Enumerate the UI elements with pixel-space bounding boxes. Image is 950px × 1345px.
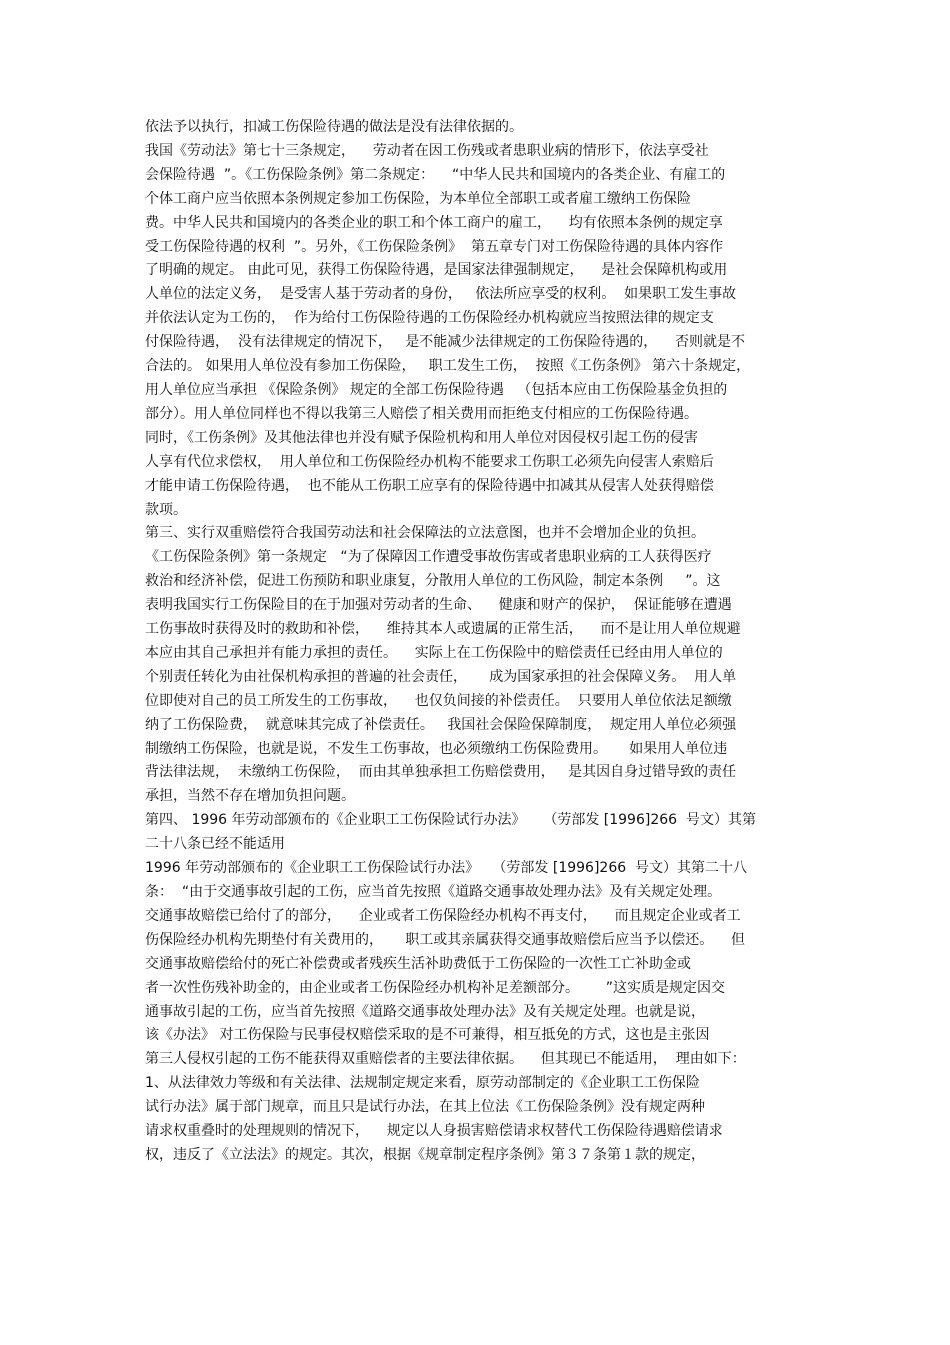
text-line: 同时，《工伤条例》及其他法律也并没有赋予保险机构和用人单位对因侵权引起工伤的侵害 bbox=[145, 429, 698, 446]
text-line: 人享有代位求偿权， 用人单位和工伤保险经办机构不能要求工伤职工必须先向侵害人索赔后 bbox=[145, 453, 714, 470]
text-line: 伤保险经办机构先期垫付有关费用的， 职工或其亲属获得交通事故赔偿后应当予以偿还。 但 bbox=[145, 931, 746, 948]
text-line: 位即使对自己的员工所发生的工伤事故， 也仅负间接的补偿责任。 只要用人单位依法足额缴 bbox=[145, 692, 732, 709]
text-line: 表明我国实行工伤保险目的在于加强对劳动者的生命、 健康和财产的保护， 保证能够在遭遇 bbox=[145, 597, 732, 614]
text-line: 部分）。用人单位同样也不得以我第三人赔偿了相关费用而拒绝支付相应的工伤保险待遇。 bbox=[145, 405, 698, 422]
text-line: 付保险待遇， 没有法律规定的情况下， 是不能减少法律规定的工伤保险待遇的， 否则就是不 bbox=[145, 334, 746, 351]
text-line: 受工伤保险待遇的权利 ”。另外，《工伤保险条例》 第五章专门对工伤保险待遇的具体内容作 bbox=[145, 238, 724, 255]
body-text bbox=[145, 116, 810, 1168]
text-line: 二十八条已经不能适用 bbox=[145, 836, 285, 853]
text-line: 纳了工伤保险费， 就意味其完成了补偿责任。 我国社会保险保障制度， 规定用人单位必须强 bbox=[145, 716, 737, 733]
text-line: 通事故引起的工伤，应当首先按照《道路交通事故处理办法》及有关规定处理。也就是说， bbox=[145, 1003, 705, 1020]
text-line: 1996 年劳动部颁布的《企业职工工伤保险试行办法》 （劳部发 [1996]266 号文）其第二十八 bbox=[145, 860, 748, 877]
text-line: 款项。 bbox=[145, 501, 187, 518]
text-line: 第四、 1996 年劳动部颁布的《企业职工工伤保险试行办法》 （劳部发 [1996]266 号文）其第 bbox=[145, 812, 756, 829]
text-line: 了明确的规定。 由此可见，获得工伤保险待遇，是国家法律强制规定， 是社会保障机构或用 bbox=[145, 262, 728, 279]
text-line: 请求权重叠时的处理规则的情况下， 规定以人身损害赔偿请求权替代工伤保险待遇赔偿请求 bbox=[145, 1123, 723, 1140]
text-line: 依法予以执行，扣减工伤保险待遇的做法是没有法律依据的。 bbox=[145, 119, 523, 135]
text-line: 会保险待遇 ”。《工伤保险条例》第二条规定： “中华人民共和国境内的各类企业、有雇工的 bbox=[145, 166, 726, 183]
text-line: 者一次性伤残补助金的，由企业或者工伤保险经办机构补足差额部分。 ”这实质是规定因交 bbox=[145, 979, 725, 996]
text-line: 我国《劳动法》第七十三条规定， 劳动者在因工伤残或者患职业病的情形下，依法享受社 bbox=[145, 142, 709, 159]
text-line: 本应由其自己承担并有能力承担的责任。 实际上在工伤保险中的赔偿责任已经由用人单位的 bbox=[145, 644, 723, 661]
text-line: 背法律法规， 未缴纳工伤保险， 而由其单独承担工伤赔偿费用， 是其因自身过错导致的责任 bbox=[145, 764, 737, 781]
text-line: 才能申请工伤保险待遇， 也不能从工伤职工应享有的保险待遇中扣减其从侵害人处获得赔偿 bbox=[145, 477, 714, 494]
text-line: 并依法认定为工伤的， 作为给付工伤保险待遇的工伤保险经办机构就应当按照法律的规定支 bbox=[145, 310, 714, 327]
text-line: 第三人侵权引起的工伤不能获得双重赔偿者的主要法律依据。 但其现已不能适用， 理由如下： bbox=[145, 1051, 746, 1068]
text-line: 救治和经济补偿，促进工伤预防和职业康复，分散用人单位的工伤风险，制定本条例 ”。这 bbox=[145, 573, 721, 590]
text-line: 个别责任转化为由社保机构承担的普遍的社会责任， 成为国家承担的社会保障义务。 用人单 bbox=[145, 668, 737, 685]
text-line: 交通事故赔偿给付的死亡补偿费或者残疾生活补助费低于工伤保险的一次性工亡补助金或 bbox=[145, 955, 691, 972]
text-line: 费。中华人民共和国境内的各类企业的职工和个体工商户的雇工， 均有依照本条例的规定享 bbox=[145, 214, 723, 231]
text-line: 《工伤保险条例》第一条规定 “为了保障因工作遭受事故伤害或者患职业病的工人获得医疗 bbox=[145, 549, 712, 566]
text-line: 个体工商户应当依照本条例规定参加工伤保险，为本单位全部职工或者雇工缴纳工伤保险 bbox=[145, 190, 691, 207]
text-line: 权，违反了《立法法》的规定。其次，根据《规章制定程序条例》第３７条第１款的规定， bbox=[145, 1146, 705, 1163]
text-line: 合法的。 如果用人单位没有参加工伤保险， 职工发生工伤， 按照《工伤条例》 第六十条规定， bbox=[145, 358, 751, 375]
text-line: 交通事故赔偿已给付了的部分， 企业或者工伤保险经办机构不再支付， 而且规定企业或者工 bbox=[145, 907, 741, 924]
text-line: 1、从法律效力等级和有关法律、法规制定规定来看，原劳动部制定的《企业职工工伤保险 bbox=[145, 1075, 700, 1092]
text-line: 承担，当然不存在增加负担问题。 bbox=[145, 788, 355, 805]
text-line: 条： “由于交通事故引起的工伤，应当首先按照《道路交通事故处理办法》及有关规定处理。 bbox=[145, 884, 722, 900]
text-line: 第三、实行双重赔偿符合我国劳动法和社会保障法的立法意图，也并不会增加企业的负担。 bbox=[145, 525, 705, 542]
text-line: 该《办法》 对工伤保险与民事侵权赔偿采取的是不可兼得，相互抵免的方式，这也是主张因 bbox=[145, 1027, 710, 1044]
text-line: 工伤事故时获得及时的救助和补偿， 维持其本人或遗属的正常生活， 而不是让用人单位规避 bbox=[145, 621, 741, 638]
text-line: 制缴纳工伤保险，也就是说，不发生工伤事故，也必须缴纳工伤保险费用。 如果用人单位违 bbox=[145, 740, 728, 757]
text-line: 人单位的法定义务， 是受害人基于劳动者的身份， 依法所应享受的权利。 如果职工发生事故 bbox=[145, 286, 737, 303]
text-line: 试行办法》属于部门规章，而且只是试行办法，在其上位法《工伤保险条例》没有规定两种 bbox=[145, 1099, 705, 1116]
text-line: 用人单位应当承担 《保险条例》 规定的全部工伤保险待遇 （包括本应由工伤保险基金负担的 bbox=[145, 381, 728, 398]
